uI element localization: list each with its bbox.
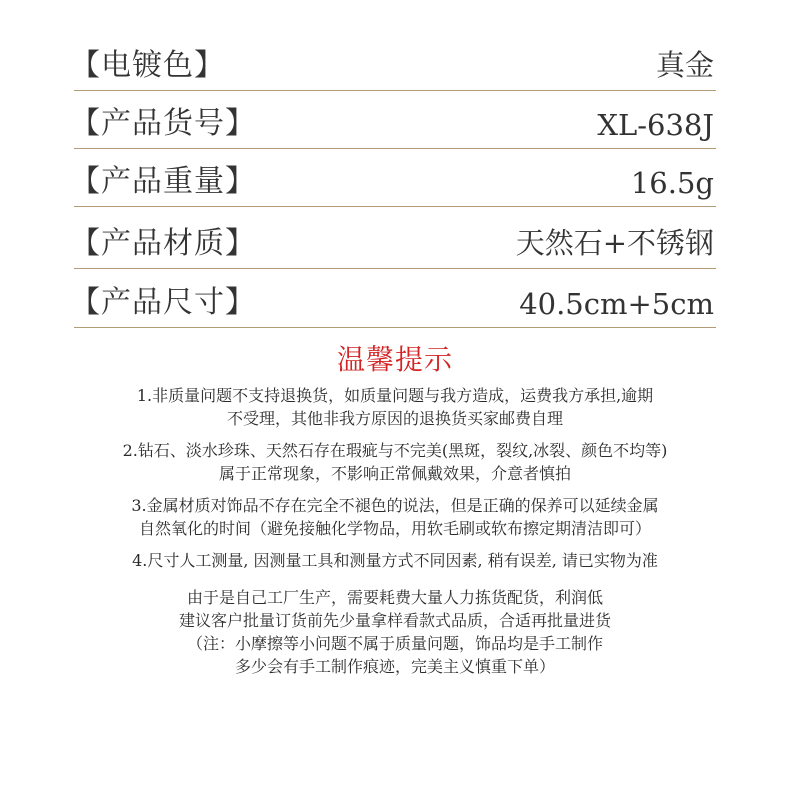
notice-line: 2.钻石、淡水珍珠、天然石存在瑕疵与不完美(黑斑，裂纹,冰裂、颜色不均等) (122, 441, 668, 460)
notice-line: 自然氧化的时间（避免接触化学物品，用软毛刷或软布擦定期清洁即可） (138, 519, 651, 538)
spec-table (70, 34, 716, 328)
spec-row-plating-color (70, 34, 716, 91)
spec-label: 【产品货号】 (70, 106, 256, 141)
spec-label: 【产品重量】 (70, 164, 256, 199)
notice-closing (0, 586, 790, 678)
notice-line: 不受理，其他非我方原因的退换货买家邮费自理 (226, 409, 563, 428)
notice-line: 3.金属材质对饰品不存在完全不褪色的说法，但是正确的保养可以延续金属 (131, 496, 659, 515)
spec-label: 【产品材质】 (70, 226, 256, 261)
spec-row-item-number (70, 91, 716, 149)
spec-row-weight (70, 149, 716, 207)
spec-value: 天然石+不锈钢 (515, 226, 714, 260)
spec-row-size (70, 269, 716, 328)
notice-line: 多少会有手工制作痕迹，完美主义慎重下单） (234, 657, 555, 676)
spec-value: 真金 (655, 48, 714, 82)
notice-line: （注：小摩擦等小问题不属于质量问题，饰品均是手工制作 (186, 634, 603, 653)
notice-line: 1.非质量问题不支持退换货，如质量问题与我方造成，运费我方承担,逾期 (136, 386, 654, 405)
notice-item-3 (0, 494, 790, 540)
spec-value: 16.5g (630, 166, 714, 200)
notice-title: 温馨提示 (336, 343, 453, 376)
notice-line: 4.尺寸人工测量, 因测量工具和测量方式不同因素, 稍有误差, 请已实物为准 (132, 551, 658, 570)
spec-value: 40.5cm+5cm (519, 287, 714, 321)
spec-label: 【产品尺寸】 (70, 285, 256, 320)
notice-item-2 (0, 439, 790, 485)
spec-value: XL-638J (597, 108, 714, 142)
notice-line: 建议客户批量订货前先少量拿样看款式品质，合适再批量进货 (178, 611, 611, 630)
notice-section (0, 340, 790, 678)
notice-line: 由于是自己工厂生产，需要耗费大量人力拣货配货，利润低 (186, 588, 603, 607)
notice-item-1 (0, 384, 790, 430)
spec-row-material (70, 207, 716, 269)
notice-line: 属于正常现象，不影响正常佩戴效果，介意者慎拍 (218, 464, 571, 483)
notice-item-4 (0, 549, 790, 572)
spec-label: 【电镀色】 (70, 48, 225, 83)
